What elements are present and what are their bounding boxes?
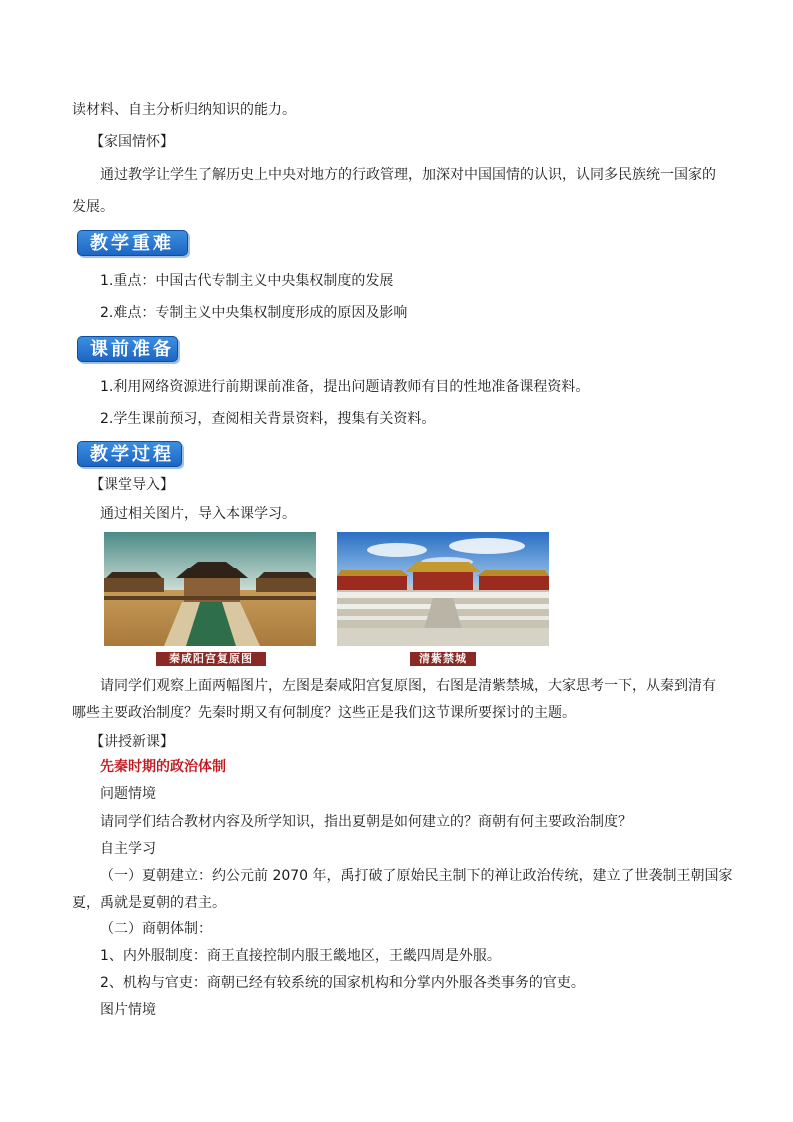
heading-intro: 【课堂导入】 xyxy=(90,477,174,493)
topic-title: 先秦时期的政治体制 xyxy=(100,759,226,775)
subheading-shang: （二）商朝体制： xyxy=(100,921,212,937)
text-line: 请同学们观察上面两幅图片，左图是秦咸阳宫复原图，右图是清紫禁城，大家思考一下，从秦到清有 xyxy=(100,678,716,694)
text-line: 哪些主要政治制度？先秦时期又有何制度？这些正是我们这节课所要探讨的主题。 xyxy=(72,705,576,721)
heading-family-feeling: 【家国情怀】 xyxy=(90,134,174,150)
text-line: 通过相关图片，导入本课学习。 xyxy=(100,506,296,522)
image-xianyang-palace xyxy=(104,532,316,646)
text-line: 1、内外服制度：商王直接控制内服王畿地区，王畿四周是外服。 xyxy=(100,948,501,964)
text-line: 读材料、自主分析归纳知识的能力。 xyxy=(72,102,296,118)
text-line: 2、机构与官吏：商朝已经有较系统的国家机构和分掌内外服各类事务的官吏。 xyxy=(100,975,585,991)
image-caption-left: 秦咸阳宫复原图 xyxy=(156,652,266,666)
section-badge-process: 教学过程 xyxy=(77,441,182,467)
text-line: 发展。 xyxy=(72,199,114,215)
label-picture-situation: 图片情境 xyxy=(100,1002,156,1018)
prep-item: 1.利用网络资源进行前期课前准备，提出问题请教师有目的性地准备课程资料。 xyxy=(100,379,590,395)
text-line: 通过教学让学生了解历史上中央对地方的行政管理，加深对中国国情的认识，认同多民族统一国家的 xyxy=(100,167,716,183)
heading-new-lesson: 【讲授新课】 xyxy=(90,734,174,750)
text-line: 夏，禹就是夏朝的君主。 xyxy=(72,895,226,911)
palace-illustration xyxy=(104,532,316,646)
text-line: 请同学们结合教材内容及所学知识，指出夏朝是如何建立的？商朝有何主要政治制度？ xyxy=(100,814,632,830)
forbidden-city-illustration xyxy=(337,532,549,646)
section-badge-key-points: 教学重难点 xyxy=(77,230,188,256)
image-caption-right: 清紫禁城 xyxy=(410,652,476,666)
image-forbidden-city xyxy=(337,532,549,646)
label-problem-situation: 问题情境 xyxy=(100,786,156,802)
key-point-item: 1.重点：中国古代专制主义中央集权制度的发展 xyxy=(100,273,394,289)
section-badge-preparation: 课前准备 xyxy=(77,336,178,362)
prep-item: 2.学生课前预习，查阅相关背景资料，搜集有关资料。 xyxy=(100,411,436,427)
label-self-study: 自主学习 xyxy=(100,841,156,857)
text-line: （一）夏朝建立：约公元前 2070 年，禹打破了原始民主制下的禅让政治传统，建立了世袭制王朝国家 xyxy=(100,868,733,884)
key-point-item: 2.难点：专制主义中央集权制度形成的原因及影响 xyxy=(100,305,408,321)
